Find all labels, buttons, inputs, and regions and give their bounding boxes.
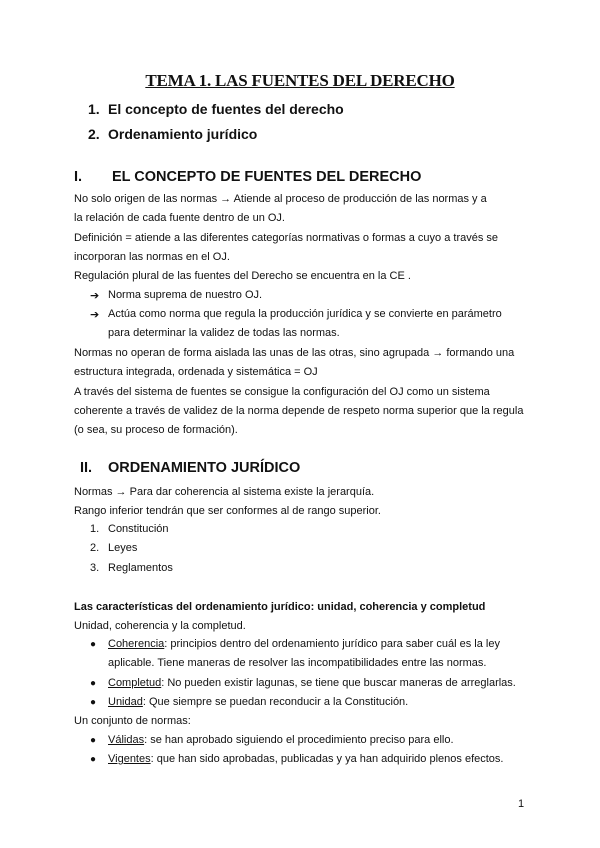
paragraph-line: No solo origen de las normas → Atiende al proceso de producción de las normas y a — [74, 193, 487, 205]
paragraph-line: Un conjunto de normas: — [74, 715, 191, 727]
arrow-item: Actúa como norma que regula la producción jurídica y se convierte en parámetro — [108, 308, 502, 320]
bullet-item: ● Válidas: se han aprobado siguiendo el procedimiento preciso para ello. — [90, 734, 454, 746]
numbered-item: 1. Constitución — [90, 523, 169, 535]
numbered-item: 3. Reglamentos — [90, 562, 173, 574]
paragraph-line: Regulación plural de las fuentes del Derecho se encuentra en la CE . — [74, 270, 411, 282]
bullet-item: ● Vigentes: que han sido aprobadas, publicadas y ya han adquirido plenos efectos. — [90, 753, 504, 765]
bullet-icon: ● — [90, 754, 97, 765]
paragraph-line: incorporan las normas en el OJ. — [74, 251, 230, 263]
subheading: Las características del ordenamiento jurídico: unidad, coherencia y completud — [74, 601, 486, 613]
paragraph-line: Normas → Para dar coherencia al sistema existe la jerarquía. — [74, 486, 375, 498]
paragraph-line: Normas no operan de forma aislada las unas de las otras, sino agrupada → formando una — [74, 347, 515, 359]
paragraph-line: Rango inferior tendrán que ser conformes al de rango superior. — [74, 505, 381, 517]
bullet-item: ● Completud: No pueden existir lagunas, se tiene que buscar maneras de arreglarlas. — [90, 677, 516, 689]
arrow-bullet-icon: ➔ — [90, 290, 100, 302]
toc-item-2: 2. Ordenamiento jurídico — [88, 126, 258, 142]
bullet-item: ● Unidad: Que siempre se puedan reconducir a la Constitución. — [90, 696, 409, 708]
toc-item-1: 1. El concepto de fuentes del derecho — [88, 101, 344, 117]
bullet-icon: ● — [90, 639, 97, 650]
bullet-continuation: aplicable. Tiene maneras de resolver las incompatibilidades entre las normas. — [108, 657, 487, 669]
bullet-icon: ● — [90, 735, 97, 746]
bullet-icon: ● — [90, 697, 97, 708]
paragraph-line: estructura integrada, ordenada y sistemática = OJ — [74, 366, 318, 378]
section-1-heading: I. EL CONCEPTO DE FUENTES DEL DERECHO — [74, 169, 422, 185]
section-2-heading: II. ORDENAMIENTO JURÍDICO — [80, 460, 301, 476]
paragraph-line: Definición = atiende a las diferentes categorías normativas o formas a cuyo a través se — [74, 232, 499, 244]
arrow-item-continuation: para determinar la validez de todas las normas. — [108, 327, 340, 339]
numbered-item: 2. Leyes — [90, 542, 138, 554]
page-number: 1 — [518, 798, 525, 810]
bullet-item: ● Coherencia: principios dentro del ordenamiento jurídico para saber cuál es la ley — [90, 638, 500, 650]
arrow-item: Norma suprema de nuestro OJ. — [108, 289, 263, 301]
paragraph-line: la relación de cada fuente dentro de un OJ. — [74, 212, 285, 224]
bullet-icon: ● — [90, 678, 97, 689]
paragraph-line: coherente a través de validez de la norma depende de respeto norma superior que la regula — [74, 405, 524, 417]
paragraph-line: (o sea, su proceso de formación). — [74, 424, 238, 436]
paragraph-line: Unidad, coherencia y la completud. — [74, 620, 246, 632]
arrow-bullet-icon: ➔ — [90, 309, 100, 321]
paragraph-line: A través del sistema de fuentes se consigue la configuración del OJ como un sistema — [74, 386, 490, 398]
document-title: TEMA 1. LAS FUENTES DEL DERECHO — [145, 71, 455, 90]
